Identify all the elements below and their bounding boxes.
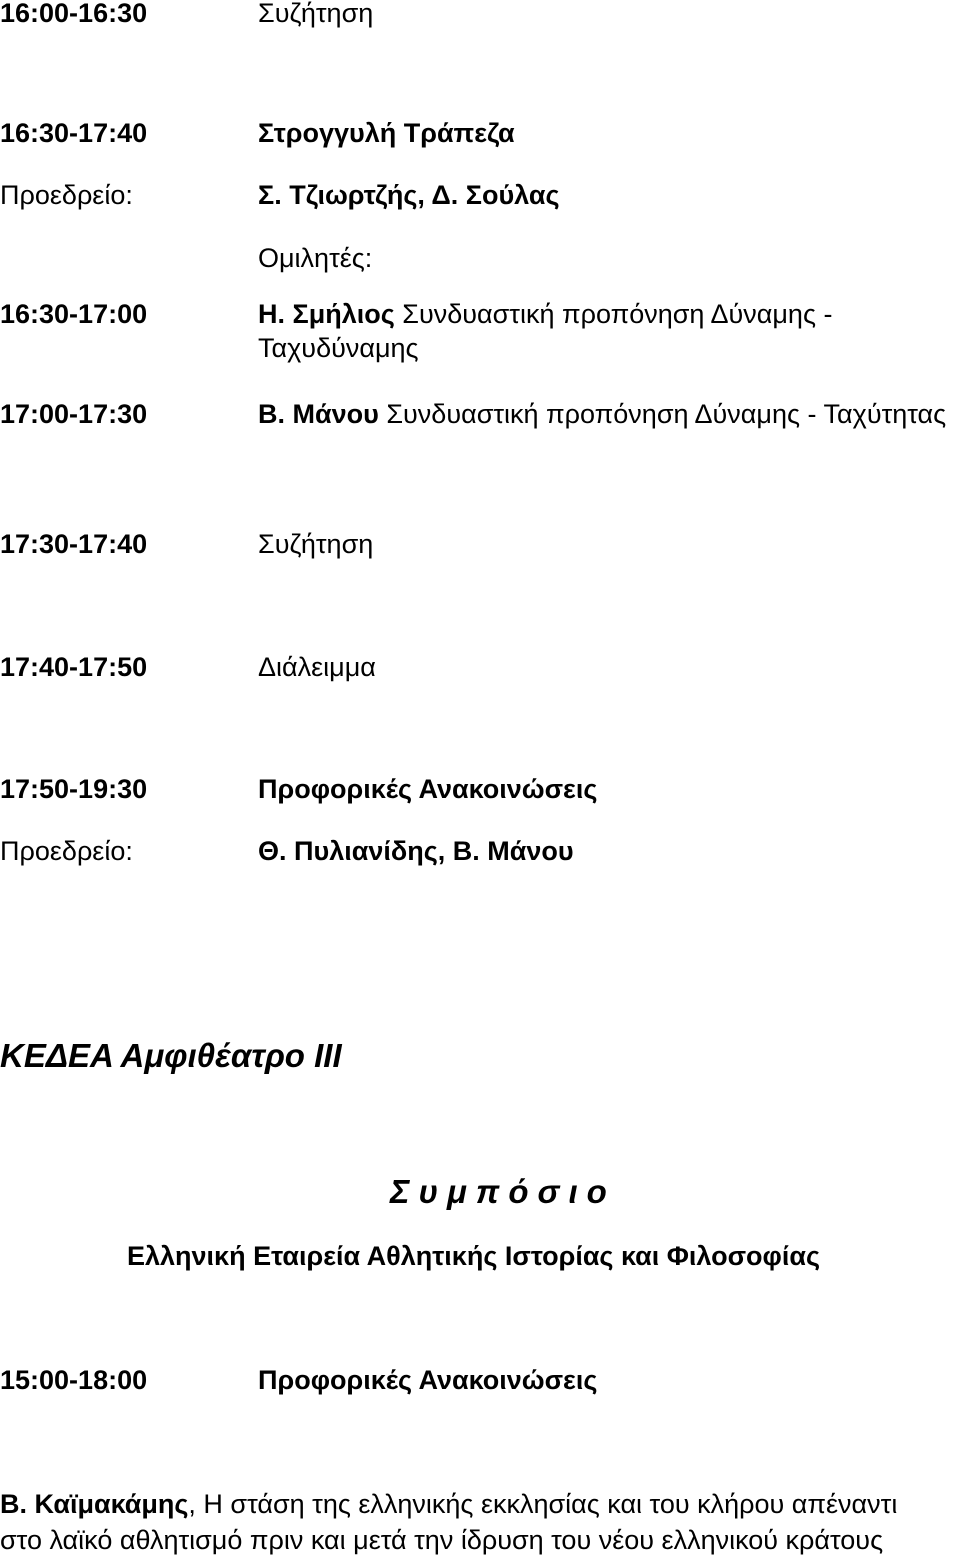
talk-title: Συνδυαστική προπόνηση Δύναμης - Ταχυδύναμης: [258, 299, 833, 363]
chair-label: Προεδρείο:: [0, 180, 133, 210]
talk-entry: [258, 297, 958, 365]
time-slot: 15:00-18:00: [0, 1365, 148, 1395]
talk-title: Συνδυαστική προπόνηση Δύναμης - Ταχύτητας: [378, 399, 947, 429]
speaker-name: Β. Καϊμακάμης: [0, 1489, 189, 1519]
time-slot: 16:30-17:40: [0, 118, 148, 148]
chair-names: Θ. Πυλιανίδης, Β. Μάνου: [258, 836, 574, 866]
session-title: Προφορικές Ανακοινώσεις: [258, 1365, 598, 1395]
time-slot: 17:50-19:30: [0, 774, 148, 804]
symposium-heading: Συμπόσιο: [390, 1173, 616, 1210]
time-slot: 17:40-17:50: [0, 652, 148, 682]
speaker-name: Β. Μάνου: [258, 399, 379, 429]
society-name: Ελληνική Εταιρεία Αθλητικής Ιστορίας και Φιλοσοφίας: [127, 1241, 820, 1271]
venue-heading: ΚΕΔΕΑ Αμφιθέατρο ΙΙΙ: [0, 1037, 342, 1074]
time-slot: 16:30-17:00: [0, 299, 148, 329]
session-title: Στρογγυλή Τράπεζα: [258, 118, 515, 148]
time-slot: 17:30-17:40: [0, 529, 148, 559]
session-title: Συζήτηση: [258, 0, 374, 28]
talk-entry: [258, 397, 958, 431]
presentation-entry: [0, 1486, 960, 1558]
session-title: Διάλειμμα: [258, 652, 376, 682]
presentation-line: [0, 1486, 960, 1522]
session-title: Συζήτηση: [258, 529, 374, 559]
speakers-label: Ομιλητές:: [258, 243, 373, 273]
time-slot: 17:00-17:30: [0, 399, 148, 429]
session-title: Προφορικές Ανακοινώσεις: [258, 774, 598, 804]
presentation-line: στο λαϊκό αθλητισμό πριν και μετά την ίδρυση του νέου ελληνικού κράτους: [0, 1525, 884, 1555]
chair-names: Σ. Τζιωρτζής, Δ. Σούλας: [258, 180, 560, 210]
speaker-name: Η. Σμήλιος: [258, 299, 395, 329]
presentation-title: , Η στάση της ελληνικής εκκλησίας και του κλήρου απέναντι: [188, 1489, 898, 1519]
time-slot: 16:00-16:30: [0, 0, 148, 28]
chair-label: Προεδρείο:: [0, 836, 133, 866]
